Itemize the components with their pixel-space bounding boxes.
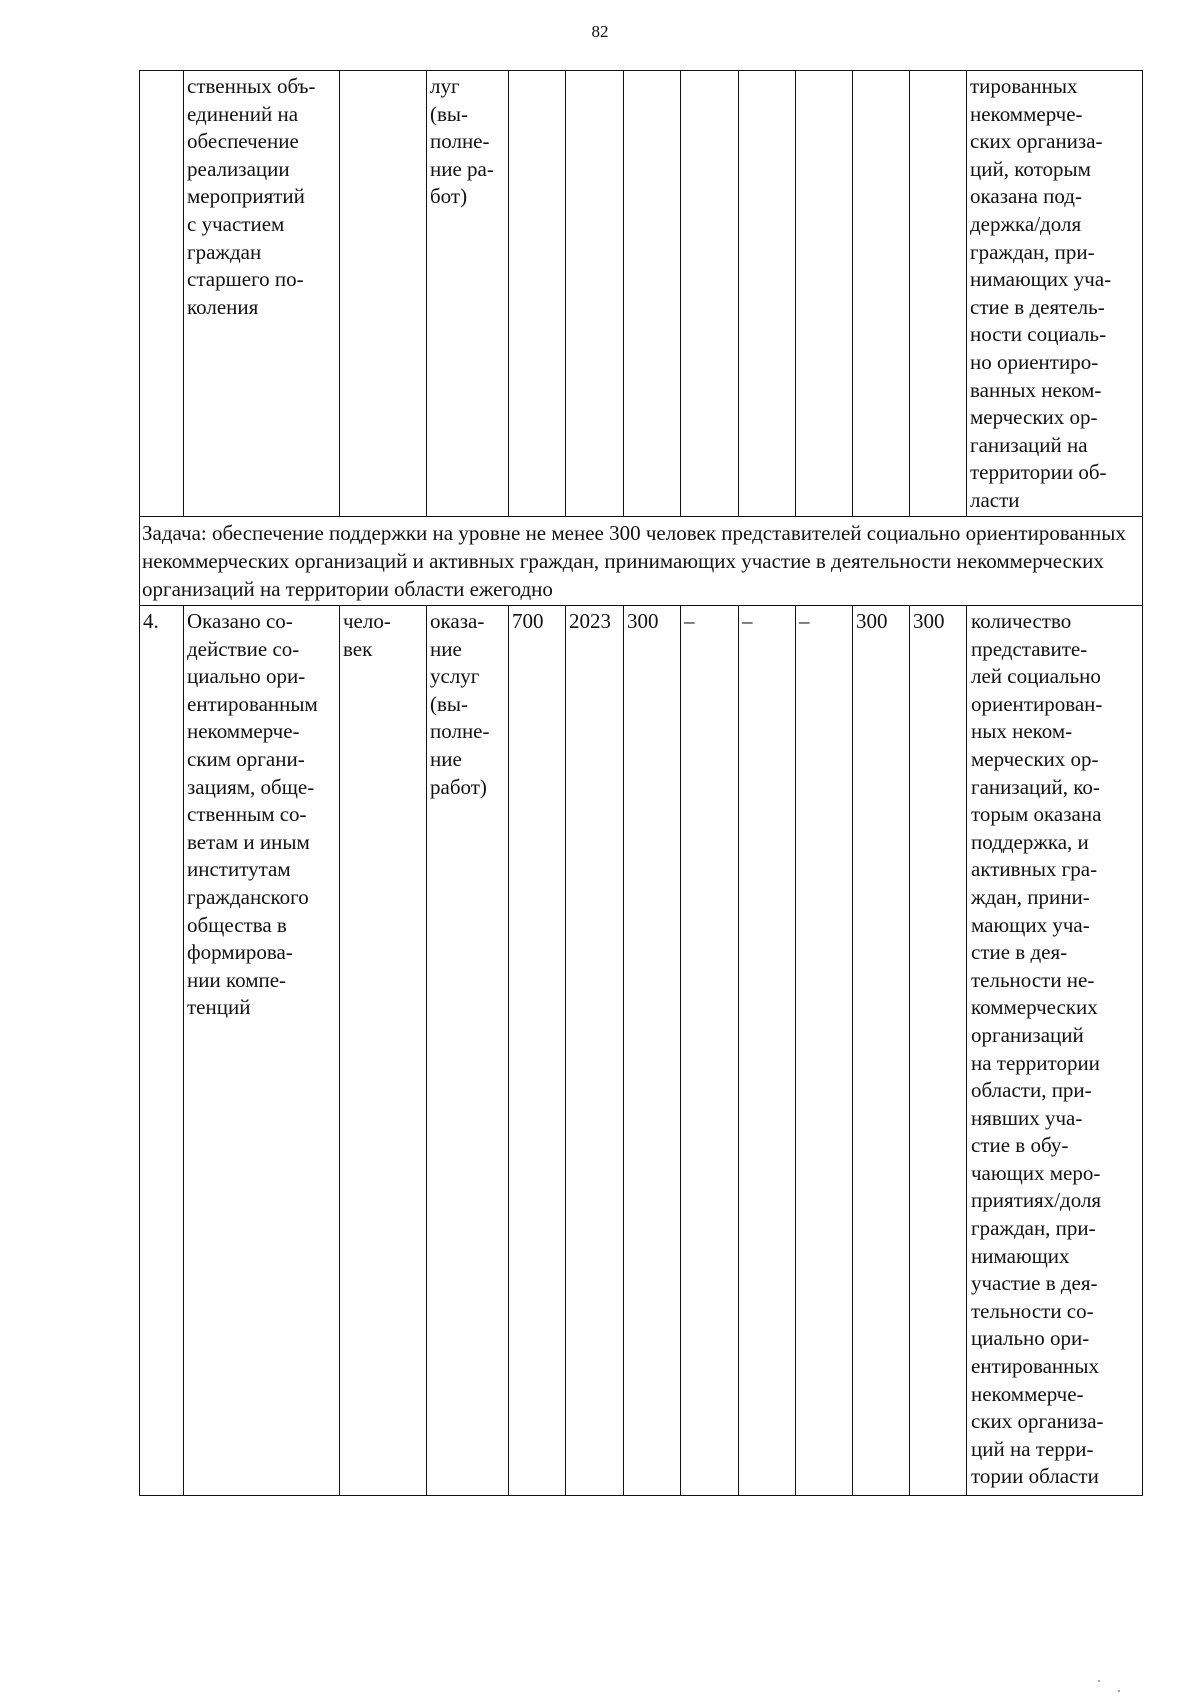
page-number: 82	[591, 22, 609, 41]
cell-value-3	[739, 71, 796, 517]
table-row-continuation	[140, 71, 1143, 517]
table-row-item-4	[140, 606, 1143, 1496]
cell-event-name: Оказано со- действие со- циально ори- ентированным некоммерче- ским органи- зациям, обще- ственным со- ветам и иным институтам гражданского общества в формирова- нии компе- тенций	[184, 606, 340, 1496]
cell-value-6	[910, 71, 967, 517]
cell-value-4	[796, 71, 853, 517]
cell-value-1	[624, 71, 681, 517]
cell-base-year	[566, 71, 624, 517]
cell-unit	[340, 71, 427, 517]
cell-base-value	[509, 71, 566, 517]
cell-value-2: –	[681, 606, 739, 1496]
cell-value-5	[853, 71, 910, 517]
scan-speck	[1098, 1680, 1100, 1682]
cell-event-type: луг (вы- полне- ние ра- бот)	[427, 71, 509, 517]
cell-base-value: 700	[509, 606, 566, 1496]
cell-unit: чело- век	[340, 606, 427, 1496]
indicators-table	[139, 70, 1143, 1496]
cell-indicator: тированных некоммерче- ских организа- ций, которым оказана под- держка/доля граждан, при- нимающих уча- стие в деятель- ности социаль- но ориентиро- ванных неком- мерческих ор- ганизаций на территории об- ласти	[967, 71, 1143, 517]
cell-number: 4.	[140, 606, 184, 1496]
cell-indicator: количество представите- лей социально ориентирован- ных неком- мерческих ор- ганизаций, ко- торым оказана поддержка, и активных гра- ждан, прини- мающих уча- стие в дея- тельности не- коммерческих организаций на территории области, при- нявших уча- стие в обу- чающих меро- приятиях/доля граждан, при- нимающих участие в дея- тельности со- циально ори- ентированных некоммерче- ских организа- ций на терри- тории области	[967, 606, 1143, 1496]
cell-value-3: –	[739, 606, 796, 1496]
scan-speck	[1118, 1690, 1120, 1692]
task-statement: Задача: обеспечение поддержки на уровне не менее 300 человек представителей социально ориентированных некоммерческих организаций и активных граждан, принимающих участие в деятельности некоммерческих организаций на территории области ежегодно	[140, 517, 1143, 606]
cell-event-type: оказа- ние услуг (вы- полне- ние работ)	[427, 606, 509, 1496]
cell-number	[140, 71, 184, 517]
cell-value-4: –	[796, 606, 853, 1496]
cell-value-5: 300	[853, 606, 910, 1496]
cell-event-name: ственных объ- единений на обеспечение реализации мероприятий с участием граждан старшего по- коления	[184, 71, 340, 517]
cell-value-1: 300	[624, 606, 681, 1496]
table-row-task	[140, 517, 1143, 606]
cell-value-2	[681, 71, 739, 517]
cell-base-year: 2023	[566, 606, 624, 1496]
cell-value-6: 300	[910, 606, 967, 1496]
